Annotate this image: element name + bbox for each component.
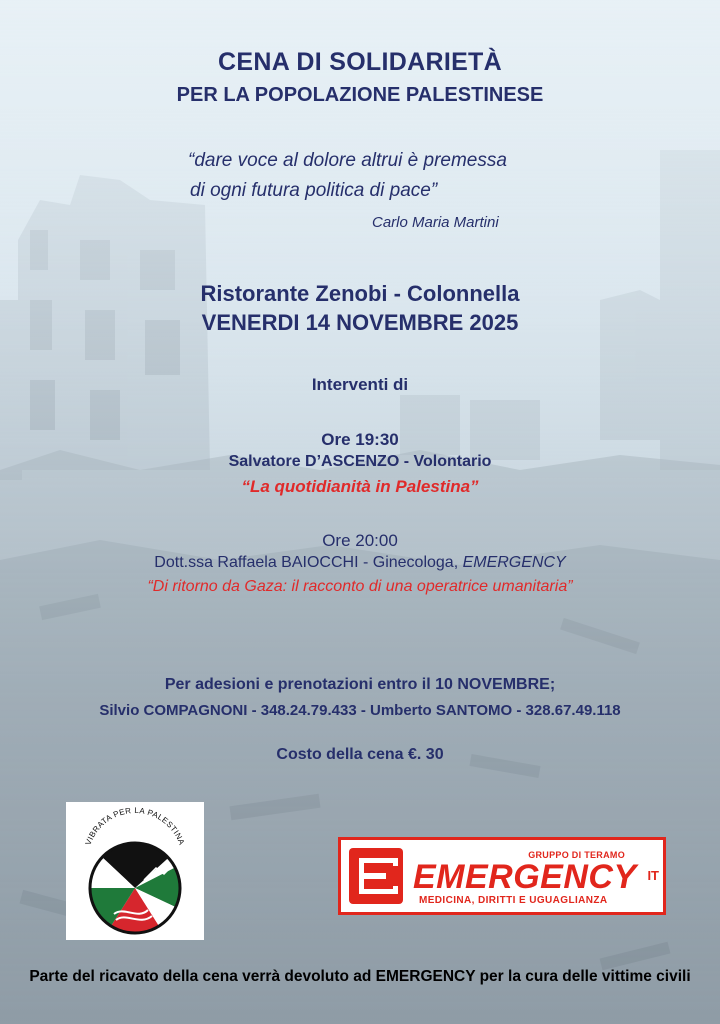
emergency-tagline: MEDICINA, DIRITTI E UGUAGLIANZA: [419, 895, 608, 906]
talk-2-org: EMERGENCY: [462, 554, 566, 571]
event-subtitle: PER LA POPOLAZIONE PALESTINESE: [176, 84, 544, 106]
booking-contacts: Silvio COMPAGNONI - 348.24.79.433 - Umberto SANTOMO - 328.67.49.118: [99, 702, 621, 719]
emergency-logo: [338, 837, 666, 915]
talk-1-time: Ore 19:30: [321, 430, 399, 449]
quote-author: Carlo Maria Martini: [372, 214, 499, 231]
quote-line-1: “dare voce al dolore altrui è premessa: [188, 150, 507, 171]
footer-note: Parte del ricavato della cena verrà devoluto ad EMERGENCY per la cura delle vittime civili: [29, 968, 691, 985]
emergency-e-mark: [349, 848, 403, 904]
emergency-wordmark: EMERGENCY: [413, 858, 637, 896]
talk-2-time: Ore 20:00: [322, 531, 398, 550]
talk-2-title: “Di ritorno da Gaza: il racconto di una operatrice umanitaria”: [147, 578, 573, 595]
dinner-cost: Costo della cena €. 30: [276, 746, 444, 763]
logo-arc-text: VIBRATA PER LA PALESTINA: [83, 805, 187, 847]
booking-deadline: Per adesioni e prenotazioni entro il 10 NOVEMBRE;: [164, 676, 556, 693]
talk-1-title: “La quotidianità in Palestina”: [241, 477, 479, 496]
vibrata-palestina-logo: [66, 802, 204, 940]
event-title: CENA DI SOLIDARIETÀ: [218, 48, 502, 76]
talks-heading: Interventi di: [311, 375, 409, 394]
emergency-group: GRUPPO DI TERAMO: [528, 850, 625, 860]
talk-1-speaker: Salvatore D’ASCENZO - Volontario: [228, 453, 492, 470]
quote-line-2: di ogni futura politica di pace”: [190, 180, 438, 201]
svg-text:VIBRATA PER LA PALESTINA: [84, 806, 187, 847]
venue: Ristorante Zenobi - Colonnella: [200, 281, 520, 306]
talk-2-speaker-name: Dott.ssa Raffaela BAIOCCHI - Ginecologa,: [154, 554, 463, 571]
emergency-suffix: IT: [647, 868, 659, 883]
talk-2-speaker: [0, 554, 720, 572]
event-date: VENERDI 14 NOVEMBRE 2025: [201, 310, 519, 335]
